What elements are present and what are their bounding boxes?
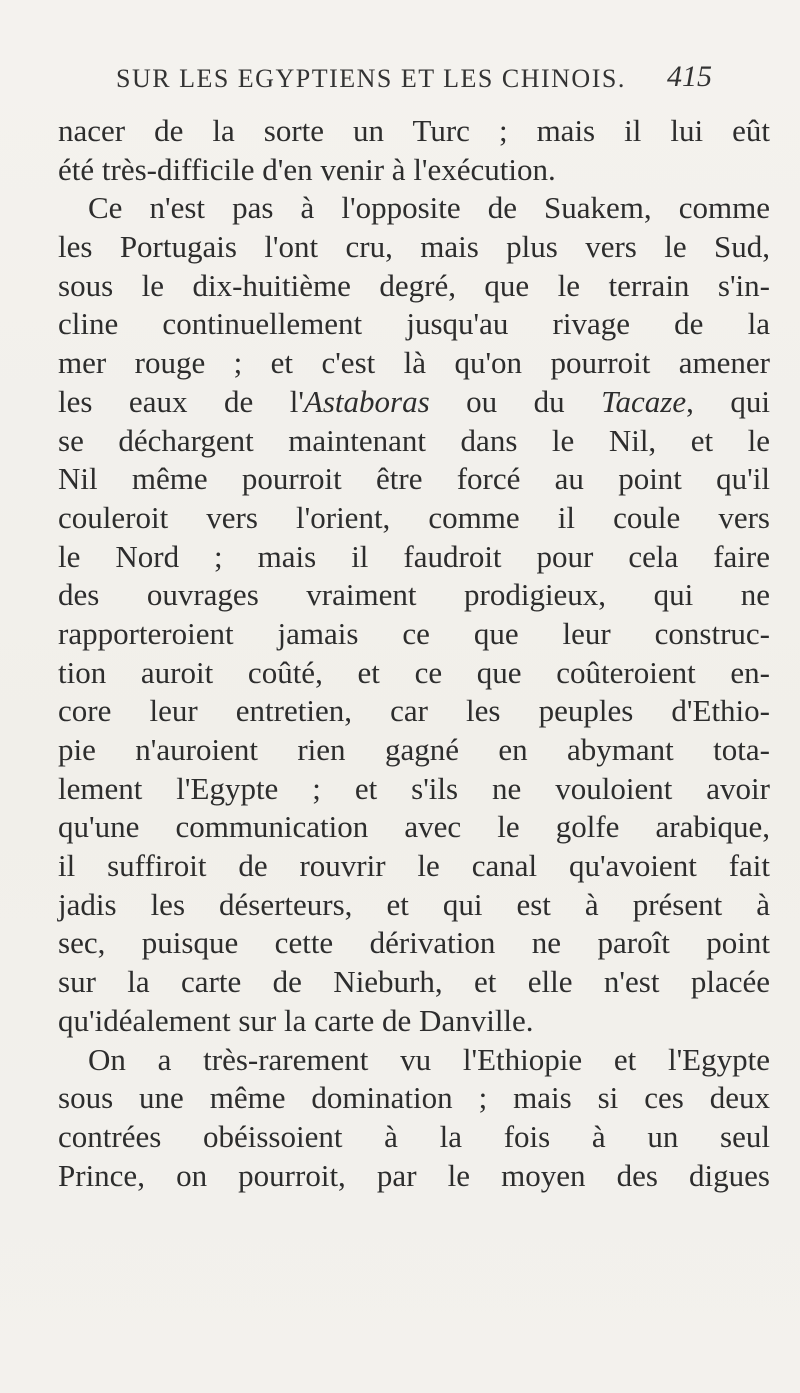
running-title: SUR LES EGYPTIENS ET LES CHINOIS.	[116, 64, 626, 93]
text-line: qu'idéalement sur la carte de Danville.	[58, 1002, 534, 1038]
text-line: mer rouge ; et c'est là qu'on pourroit amener	[58, 345, 770, 381]
text-line: On a très-rarement vu l'Ethiopie et l'Egypte	[88, 1041, 770, 1077]
page-number: 415	[667, 60, 712, 93]
text-line: sous le dix-huitième degré, que le terrain s'in-	[58, 267, 770, 303]
running-header	[112, 60, 712, 100]
italic-river-name: Astaboras	[303, 383, 430, 419]
text-line: sur la carte de Nieburh, et elle n'est placée	[58, 964, 770, 1000]
text-line: couleroit vers l'orient, comme il coule vers	[58, 499, 770, 535]
text-line: rapporteroient jamais ce que leur construc-	[58, 615, 770, 651]
italic-river-name: Tacaze	[601, 383, 687, 419]
text-line: jadis les déserteurs, et qui est à présent à	[58, 886, 770, 922]
text-line: qu'une communication avec le golfe arabique,	[58, 809, 770, 845]
text-line: nacer de la sorte un Turc ; mais il lui eût	[58, 113, 770, 148]
text-line: sous une même domination ; mais si ces deux	[58, 1080, 770, 1116]
text-line: Nil même pourroit être forcé au point qu'il	[58, 461, 770, 497]
text-line: core leur entretien, car les peuples d'Ethio-	[58, 693, 770, 729]
text-line: se déchargent maintenant dans le Nil, et le	[58, 422, 770, 458]
text-line: les Portugais l'ont cru, mais plus vers le Sud,	[58, 229, 770, 265]
text-line: le Nord ; mais il faudroit pour cela faire	[58, 538, 770, 574]
text-line	[58, 383, 770, 422]
text-line: sec, puisque cette dérivation ne paroît point	[58, 925, 770, 961]
text-line: il suffiroit de rouvrir le canal qu'avoient fait	[58, 848, 770, 884]
text-fragment: , qui	[686, 383, 770, 419]
text-fragment: ou du	[429, 383, 602, 419]
text-line: été très-difficile d'en venir à l'exécution.	[58, 151, 556, 187]
text-line: tion auroit coûté, et ce que coûteroient en-	[58, 654, 770, 690]
text-line: cline continuellement jusqu'au rivage de la	[58, 306, 770, 342]
body-text	[58, 112, 770, 1195]
text-line: des ouvrages vraiment prodigieux, qui ne	[58, 577, 770, 613]
text-line: pie n'auroient rien gagné en abymant tota-	[58, 732, 770, 767]
text-line: contrées obéissoient à la fois à un seul	[58, 1118, 770, 1154]
text-line: Prince, on pourroit, par le moyen des digues	[58, 1157, 770, 1193]
text-line: lement l'Egypte ; et s'ils ne vouloient avoir	[58, 770, 770, 806]
text-line: Ce n'est pas à l'opposite de Suakem, comme	[88, 190, 770, 226]
text-fragment: les eaux de l'	[58, 383, 304, 419]
